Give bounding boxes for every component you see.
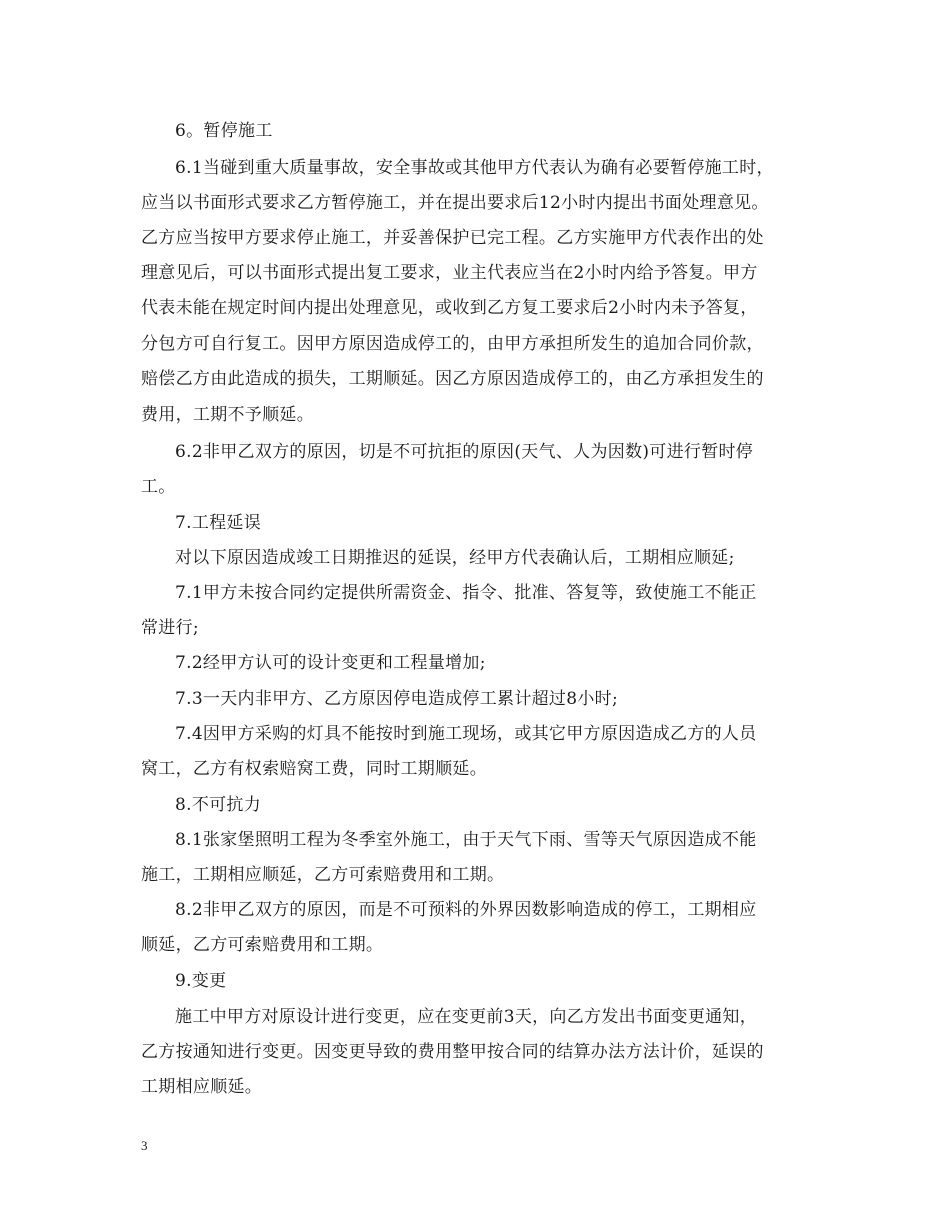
paragraph-line: 应当以书面形式要求乙方暂停施工，并在提出要求后12小时内提出书面处理意见。	[141, 193, 769, 213]
paragraph-line: 顺延，乙方可索赔费用和工期。	[141, 935, 384, 955]
paragraph-line: 赔偿乙方由此造成的损失，工期顺延。因乙方原因造成停工的，由乙方承担发生的	[141, 369, 764, 389]
paragraph-line: 8.1张家堡照明工程为冬季室外施工，由于天气下雨、雪等天气原因造成不能	[175, 830, 757, 850]
paragraph-line: 工期相应顺延。	[141, 1077, 263, 1097]
paragraph-line: 7.2经甲方认可的设计变更和工程量增加;	[175, 653, 486, 673]
page-number: 3	[141, 1138, 148, 1153]
paragraph-line: 费用，工期不予顺延。	[141, 405, 314, 425]
paragraph-line: 分包方可自行复工。因甲方原因造成停工的，由甲方承担所发生的追加合同价款，	[141, 334, 764, 354]
heading-7: 7.工程延误	[175, 513, 262, 533]
paragraph-line: 窝工，乙方有权索赔窝工费，同时工期顺延。	[141, 759, 487, 779]
paragraph-line: 乙方按通知进行变更。因变更导致的费用整甲按合同的结算办法方法计价，延误的	[141, 1042, 764, 1062]
paragraph-line: 6.2非甲乙双方的原因，切是不可抗拒的原因(天气、人为因数)可进行暂时停	[175, 442, 754, 462]
heading-8: 8.不可抗力	[175, 795, 262, 815]
paragraph-line: 6.1当碰到重大质量事故，安全事故或其他甲方代表认为确有必要暂停施工时，	[175, 158, 774, 178]
paragraph-line: 7.3一天内非甲方、乙方原因停电造成停工累计超过8小时;	[175, 689, 618, 709]
paragraph-line: 施工，工期相应顺延，乙方可索赔费用和工期。	[141, 865, 505, 885]
heading-9: 9.变更	[175, 971, 227, 991]
paragraph-line: 对以下原因造成竣工日期推迟的延误，经甲方代表确认后，工期相应顺延;	[175, 548, 735, 568]
paragraph-line: 乙方应当按甲方要求停止施工，并妥善保护已完工程。乙方实施甲方代表作出的处	[141, 228, 764, 248]
paragraph-line: 常进行;	[141, 618, 199, 638]
paragraph-line: 施工中甲方对原设计进行变更，应在变更前3天，向乙方发出书面变更通知，	[175, 1007, 758, 1027]
paragraph-line: 8.2非甲乙双方的原因，而是不可预料的外界因数影响造成的停工，工期相应	[175, 900, 757, 920]
paragraph-line: 工。	[141, 477, 176, 497]
heading-6: 6。暂停施工	[175, 121, 273, 141]
paragraph-line: 代表未能在规定时间内提出处理意见，或收到乙方复工要求后2小时内未予答复，	[141, 298, 758, 318]
paragraph-line: 理意见后，可以书面形式提出复工要求，业主代表应当在2小时内给予答复。甲方	[141, 263, 758, 283]
paragraph-line: 7.1甲方未按合同约定提供所需资金、指令、批准、答复等，致使施工不能正	[175, 583, 757, 603]
paragraph-line: 7.4因甲方采购的灯具不能按时到施工现场，或其它甲方原因造成乙方的人员	[175, 724, 757, 744]
